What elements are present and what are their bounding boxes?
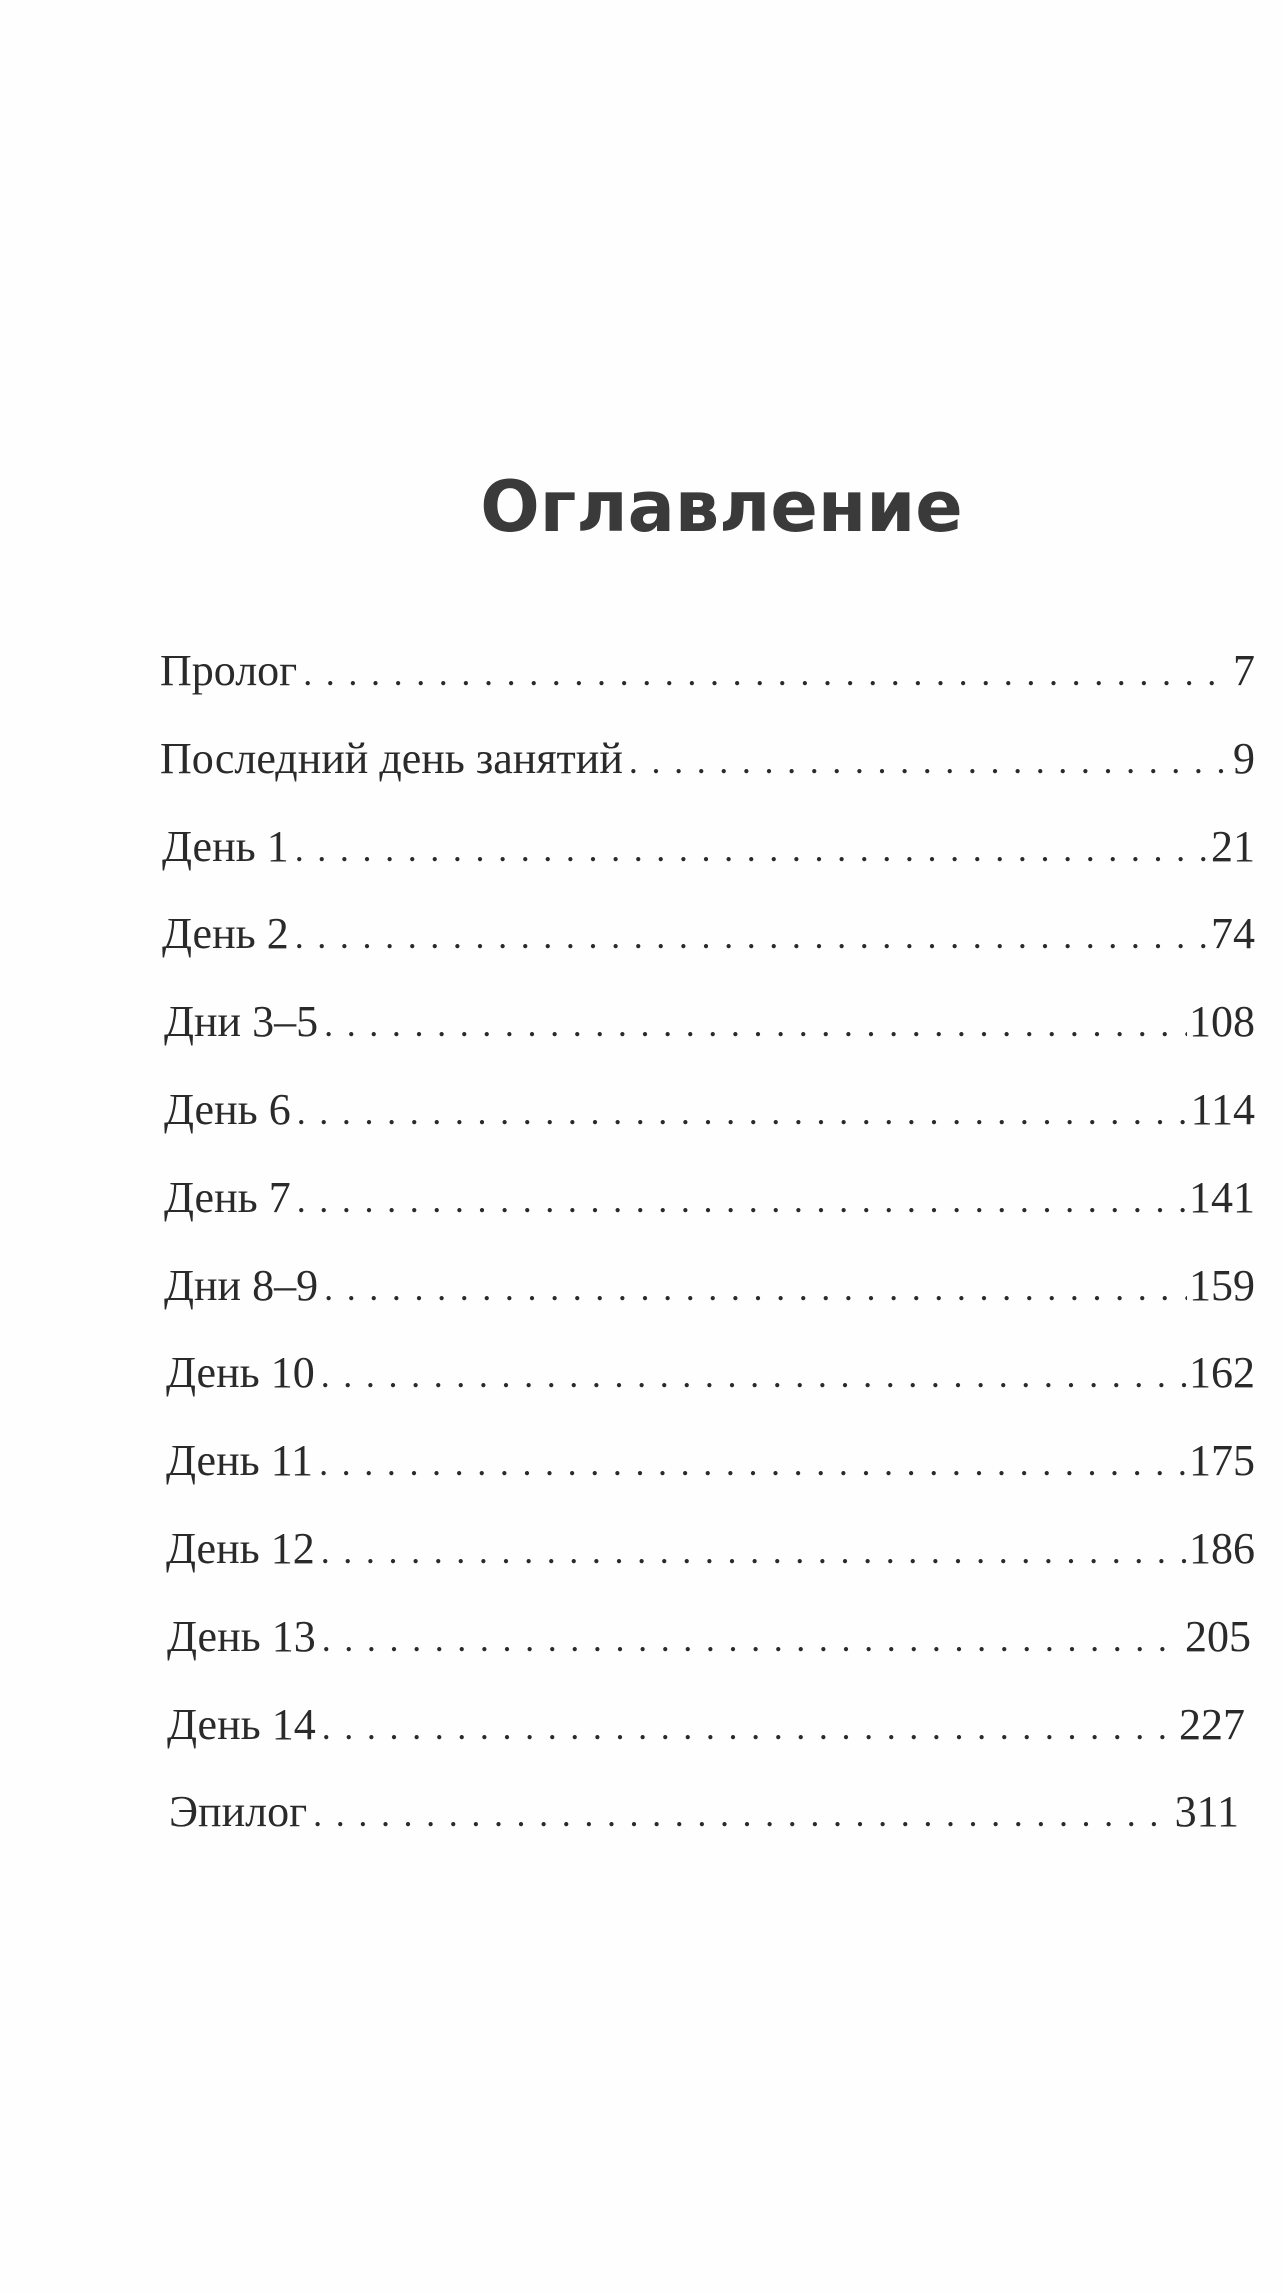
- table-of-contents: [160, 645, 1255, 1874]
- toc-entry-label: День 1: [162, 821, 289, 871]
- page-title: Оглавление: [480, 466, 963, 548]
- dot-leader: [324, 1003, 1187, 1045]
- toc-entry-page: 141: [1189, 1172, 1255, 1222]
- toc-entry-page: 114: [1190, 1084, 1255, 1134]
- dot-leader: [322, 1706, 1177, 1748]
- toc-entry: [160, 1260, 1255, 1348]
- toc-entry: [160, 733, 1255, 821]
- toc-entry-page: 7: [1233, 646, 1255, 695]
- dot-leader: [303, 652, 1231, 694]
- toc-entry-page: 21: [1211, 821, 1255, 871]
- toc-entry-page: 74: [1211, 909, 1255, 959]
- toc-entry-page: 205: [1185, 1611, 1251, 1661]
- dot-leader: [324, 1267, 1187, 1309]
- toc-entry-label: День 6: [164, 1084, 291, 1134]
- toc-entry-label: День 11: [166, 1436, 314, 1486]
- toc-entry: [160, 1347, 1255, 1435]
- toc-entry-page: 9: [1233, 733, 1255, 783]
- toc-entry-page: 186: [1189, 1523, 1255, 1573]
- toc-entry: [160, 821, 1255, 909]
- toc-entry-page: 227: [1179, 1699, 1245, 1749]
- toc-entry: [160, 1523, 1255, 1611]
- toc-entry-label: Эпилог: [169, 1787, 308, 1837]
- dot-leader: [319, 1442, 1187, 1484]
- toc-entry: [160, 1699, 1255, 1787]
- dot-leader: [321, 1530, 1187, 1572]
- toc-entry-label: Пролог: [160, 646, 298, 695]
- toc-entry-label: День 13: [167, 1611, 316, 1661]
- toc-entry-page: 159: [1189, 1260, 1255, 1310]
- toc-entry: [160, 1084, 1255, 1172]
- toc-entry-page: 175: [1189, 1436, 1255, 1486]
- toc-entry-label: День 12: [166, 1523, 315, 1573]
- toc-entry: [160, 1786, 1255, 1874]
- toc-entry: [160, 1435, 1255, 1523]
- toc-entry: [160, 908, 1255, 996]
- dot-leader: [297, 1179, 1187, 1221]
- toc-entry-label: День 7: [164, 1172, 291, 1222]
- dot-leader: [313, 1793, 1172, 1835]
- dot-leader: [629, 740, 1231, 782]
- dot-leader: [297, 1091, 1189, 1133]
- dot-leader: [295, 915, 1209, 957]
- toc-entry-label: Дни 3–5: [164, 997, 319, 1047]
- toc-entry: [160, 645, 1255, 733]
- toc-entry: [160, 1611, 1255, 1699]
- dot-leader: [322, 1618, 1183, 1660]
- toc-entry-page: 108: [1189, 997, 1255, 1047]
- toc-entry: [160, 996, 1255, 1084]
- toc-entry-label: День 2: [162, 909, 289, 959]
- dot-leader: [295, 828, 1209, 870]
- toc-entry-label: День 14: [167, 1699, 316, 1749]
- dot-leader: [321, 1354, 1187, 1396]
- toc-entry-page: 311: [1174, 1787, 1239, 1837]
- toc-entry-label: Дни 8–9: [164, 1260, 319, 1310]
- toc-entry-label: Последний день занятий: [160, 733, 623, 783]
- toc-entry-label: День 10: [166, 1348, 315, 1398]
- toc-entry: [160, 1172, 1255, 1260]
- toc-entry-page: 162: [1189, 1348, 1255, 1398]
